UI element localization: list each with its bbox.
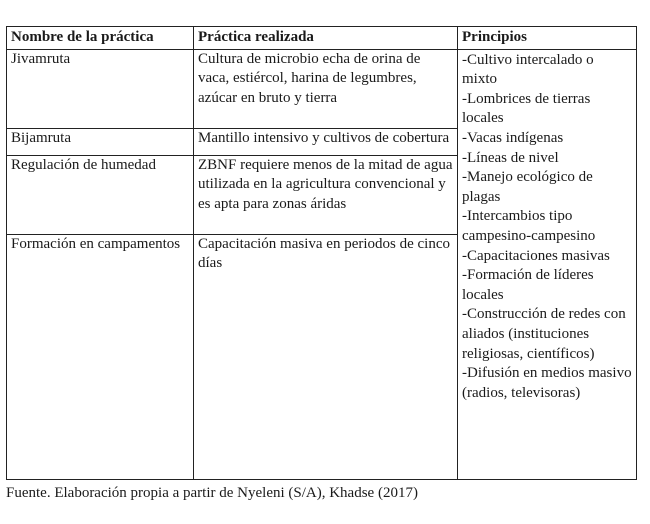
practice-description-cell: ZBNF requiere menos de la mitad de agua utilizada en la agricultura convencional y es apta para zonas áridas (194, 155, 458, 234)
practice-name-cell: Jivamruta (7, 49, 194, 128)
principle-item: -Líneas de nivel (462, 149, 559, 166)
header-practice-performed: Práctica realizada (194, 27, 458, 50)
principle-item: -Vacas indígenas (462, 129, 564, 146)
practice-description-cell: Cultura de microbio echa de orina de vaca, estiércol, harina de legumbres, azúcar en bruto y tierra (194, 49, 458, 128)
practice-name-cell: Bijamruta (7, 128, 194, 155)
header-principles: Principios (458, 27, 637, 50)
principle-item: -Cultivo intercalado o mixto (462, 51, 594, 88)
principle-item: -Manejo ecológico de plagas (462, 169, 593, 205)
principle-item: -Formación de líderes locales (462, 267, 594, 303)
principle-item: -Capacitaciones masivas (462, 247, 610, 264)
practice-name-cell: Regulación de humedad (7, 155, 194, 234)
principle-item: -Lombrices de tierras locales (462, 90, 591, 127)
principle-item: -Difusión en medios masivo (radios, televisoras) (462, 365, 632, 401)
practices-table-container (6, 26, 636, 480)
practices-table (6, 26, 637, 480)
principle-item: -Construcción de redes con aliados (instituciones religiosas, científicos) (462, 306, 626, 362)
source-note: Fuente. Elaboración propia a partir de Nyeleni (S/A), Khadse (2017) (6, 485, 418, 501)
practice-description-cell: Capacitación masiva en periodos de cinco días (194, 234, 458, 479)
principle-item: -Intercambios tipo campesino-campesino (462, 208, 596, 244)
principles-cell (458, 49, 637, 479)
table-header-row (7, 27, 637, 50)
practice-name-cell: Formación en campamentos (7, 234, 194, 479)
header-practice-name: Nombre de la práctica (7, 27, 194, 50)
table-row (7, 49, 637, 128)
practice-description-cell: Mantillo intensivo y cultivos de cobertura (194, 128, 458, 155)
